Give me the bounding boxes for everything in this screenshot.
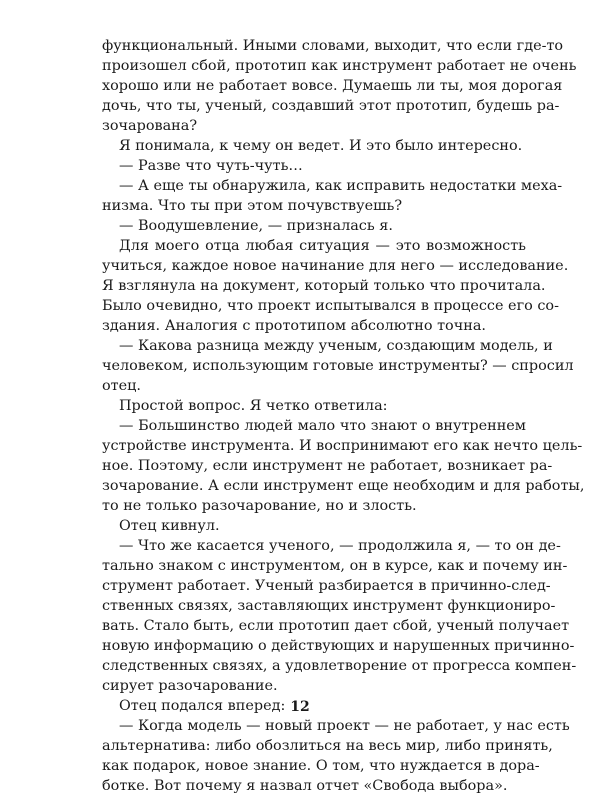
text-line: зочарование. А если инструмент еще необходим и для работы, (102, 478, 585, 494)
text-line: то не только разочарование, но и злость. (102, 498, 417, 514)
text-line: Отец кивнул. (119, 518, 220, 534)
text-line: Отец подался вперед: (119, 698, 286, 714)
text-line: следственных связях, а удовлетворение от прогресса компен- (102, 658, 577, 674)
text-line: ственных связях, заставляющих инструмент функциониро- (102, 598, 556, 614)
text-line: произошел сбой, прототип как инструмент работает не очень (102, 58, 577, 74)
text-line: устройстве инструмента. И воспринимают его как нечто цель- (102, 438, 583, 454)
text-line: — Разве что чуть-чуть… (119, 158, 303, 174)
text-line: новую информацию о действующих и нарушенных причинно- (102, 638, 575, 654)
text-line: ботке. Вот почему я назвал отчет «Свобода выбора». (102, 778, 508, 794)
text-line: Для моего отца любая ситуация — это возможность (119, 238, 526, 254)
text-line: — А еще ты обнаружила, как исправить недостатки меха- (119, 178, 563, 194)
text-line: отец. (102, 378, 141, 394)
text-line: хорошо или не работает вовсе. Думаешь ли ты, моя дорогая (102, 78, 563, 94)
text-line: человеком, использующим готовые инструменты? — спросил (102, 358, 574, 374)
text-line: как подарок, новое знание. О том, что нуждается в дора- (102, 758, 540, 774)
text-line: струмент работает. Ученый разбирается в причинно-след- (102, 578, 551, 594)
text-line: здания. Аналогия с прототипом абсолютно точна. (102, 318, 486, 334)
text-line: — Большинство людей мало что знают о внутреннем (119, 418, 526, 434)
text-line: — Воодушевление, — призналась я. (119, 218, 393, 234)
text-line: Простой вопрос. Я четко ответила: (119, 398, 388, 414)
text-line: дочь, что ты, ученый, создавший этот прототип, будешь ра- (102, 98, 560, 114)
text-line: — Что же касается ученого, — продолжила я, — то он де- (119, 538, 561, 554)
page-number: 12 (290, 699, 310, 715)
text-line: Было очевидно, что проект испытывался в процессе его со- (102, 298, 559, 314)
text-line: зочарована? (102, 118, 198, 134)
text-line: альтернатива: либо обозлиться на весь мир, либо принять, (102, 738, 553, 754)
text-line: низма. Что ты при этом почувствуешь? (102, 198, 403, 214)
text-line: — Какова разница между ученым, создающим модель, и (119, 338, 553, 354)
text-line: ное. Поэтому, если инструмент не работает, возникает ра- (102, 458, 553, 474)
text-line: — Когда модель — новый проект — не работает, у нас есть (119, 718, 570, 734)
text-line: тально знаком с инструментом, он в курсе, как и почему ин- (102, 558, 568, 574)
text-line: Я понимала, к чему он ведет. И это было интересно. (119, 138, 523, 154)
text-line: вать. Стало быть, если прототип дает сбой, ученый получает (102, 618, 570, 634)
text-line: Я взглянула на документ, который только что прочитала. (102, 278, 546, 294)
text-line: учиться, каждое новое начинание для него — исследование. (102, 258, 569, 274)
page-body (102, 36, 585, 796)
text-line: сирует разочарование. (102, 678, 278, 694)
text-line: функциональный. Иными словами, выходит, что если где-то (102, 38, 564, 54)
